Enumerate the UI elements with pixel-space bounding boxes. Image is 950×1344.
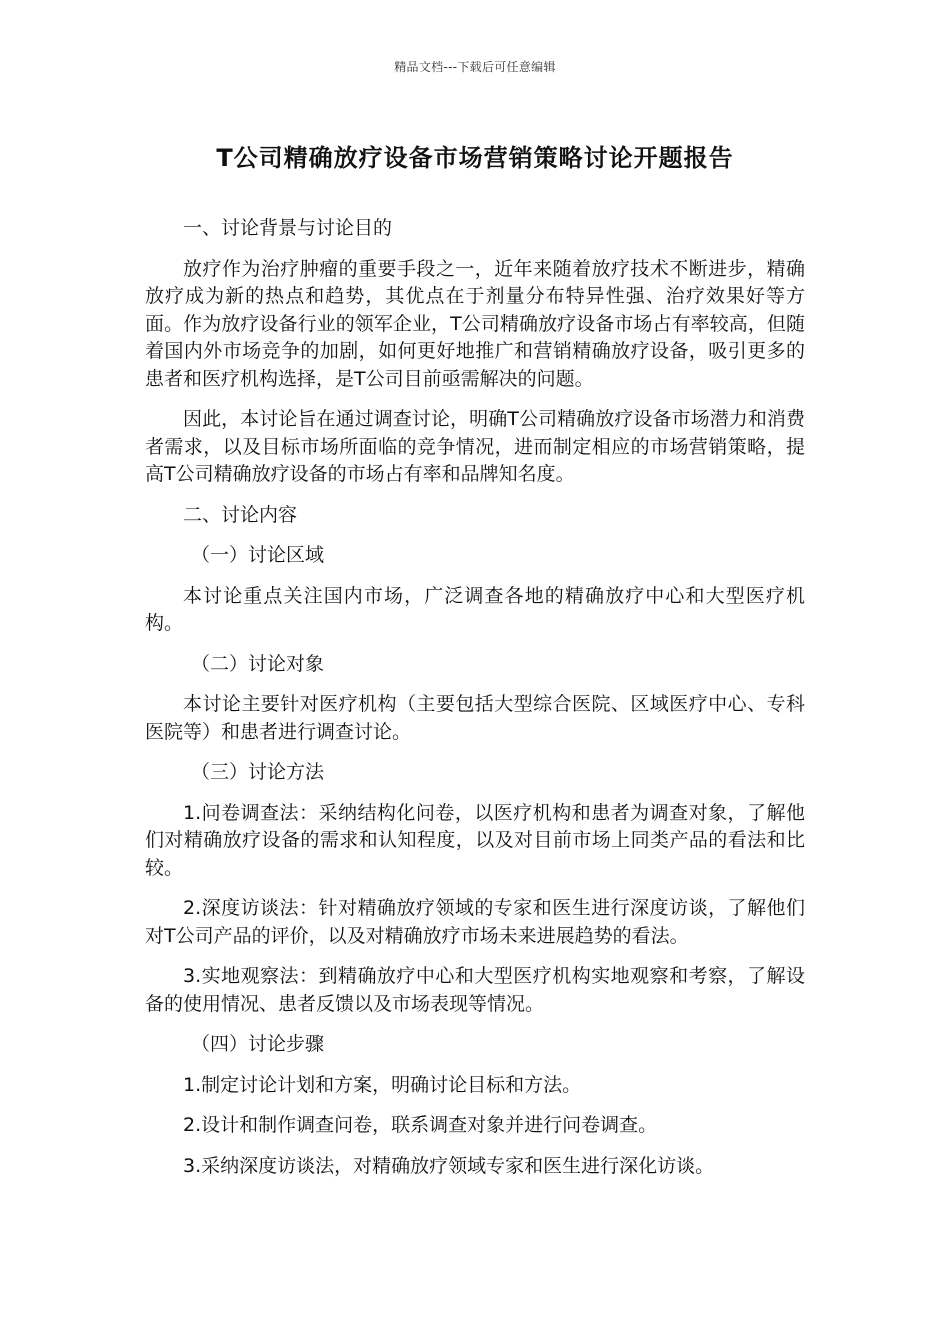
paragraph-block [145, 1072, 805, 1100]
paragraph-block [145, 583, 805, 638]
step-item-survey: 2.设计和制作调查问卷，联系调查对象并进行问卷调查。 [183, 1114, 658, 1136]
paragraph-background: 放疗作为治疗肿瘤的重要手段之一，近年来随着放疗技术不断进步，精确放疗成为新的热点和趋势，其优点在于剂量分布特异性强、治疗效果好等方面。作为放疗设备行业的领军企业，T公司精确放疗设备市场占有率较高，但随着国内外市场竞争的加剧，如何更好地推广和营销精确放疗设备，吸引更多的患者和医疗机构选择，是T公司目前亟需解决的问题。 [145, 257, 805, 390]
paragraph-block [145, 800, 805, 883]
paragraph-block [145, 256, 805, 394]
step-item-interview: 3.采纳深度访谈法，对精确放疗领域专家和医生进行深化访谈。 [183, 1154, 715, 1177]
document-title: T公司精确放疗设备市场营销策略讨论开题报告 [216, 144, 734, 172]
section-heading-background: 一、讨论背景与讨论目的 [183, 217, 393, 239]
step-item-plan: 1.制定讨论计划和方案，明确讨论目标和方法。 [183, 1073, 582, 1096]
paragraph-block [145, 1153, 805, 1181]
page-header-note: 精品文档---下载后可任意编辑 [394, 60, 556, 74]
section-content [145, 502, 805, 530]
paragraph-block [145, 1112, 805, 1140]
paragraph-block [145, 895, 805, 950]
subsection-heading-method: （三）讨论方法 [191, 761, 325, 783]
paragraph-block [145, 963, 805, 1018]
subsection-steps [145, 1031, 805, 1059]
subsection-heading-target: （二）讨论对象 [191, 652, 325, 675]
subsection-target [145, 651, 805, 679]
section-background [145, 215, 805, 243]
subsection-region [145, 542, 805, 570]
paragraph-target: 本讨论主要针对医疗机构（主要包括大型综合医院、区域医疗中心、专科医院等）和患者进行调查讨论。 [145, 693, 805, 743]
subsection-method [145, 759, 805, 787]
subsection-heading-steps: （四）讨论步骤 [191, 1033, 325, 1055]
method-item-interview: 2.深度访谈法：针对精确放疗领域的专家和医生进行深度访谈，了解他们对T公司产品的评价，以及对精确放疗市场未来进展趋势的看法。 [145, 897, 805, 947]
section-heading-content: 二、讨论内容 [183, 503, 298, 526]
paragraph-block [145, 406, 805, 489]
paragraph-purpose: 因此，本讨论旨在通过调查讨论，明确T公司精确放疗设备市场潜力和消费者需求，以及目标市场所面临的竞争情况，进而制定相应的市场营销策略，提高T公司精确放疗设备的市场占有率和品牌知名度。 [145, 408, 805, 485]
paragraph-region: 本讨论重点关注国内市场，广泛调查各地的精确放疗中心和大型医疗机构。 [145, 584, 805, 634]
document-body [145, 215, 805, 1180]
subsection-heading-region: （一）讨论区域 [191, 544, 325, 566]
method-item-observation: 3.实地观察法：到精确放疗中心和大型医疗机构实地观察和考察，了解设备的使用情况、患者反馈以及市场表现等情况。 [145, 965, 805, 1015]
paragraph-block [145, 691, 805, 746]
method-item-questionnaire: 1.问卷调查法：采纳结构化问卷，以医疗机构和患者为调查对象，了解他们对精确放疗设备的需求和认知程度，以及对目前市场上同类产品的看法和比较。 [145, 801, 805, 879]
